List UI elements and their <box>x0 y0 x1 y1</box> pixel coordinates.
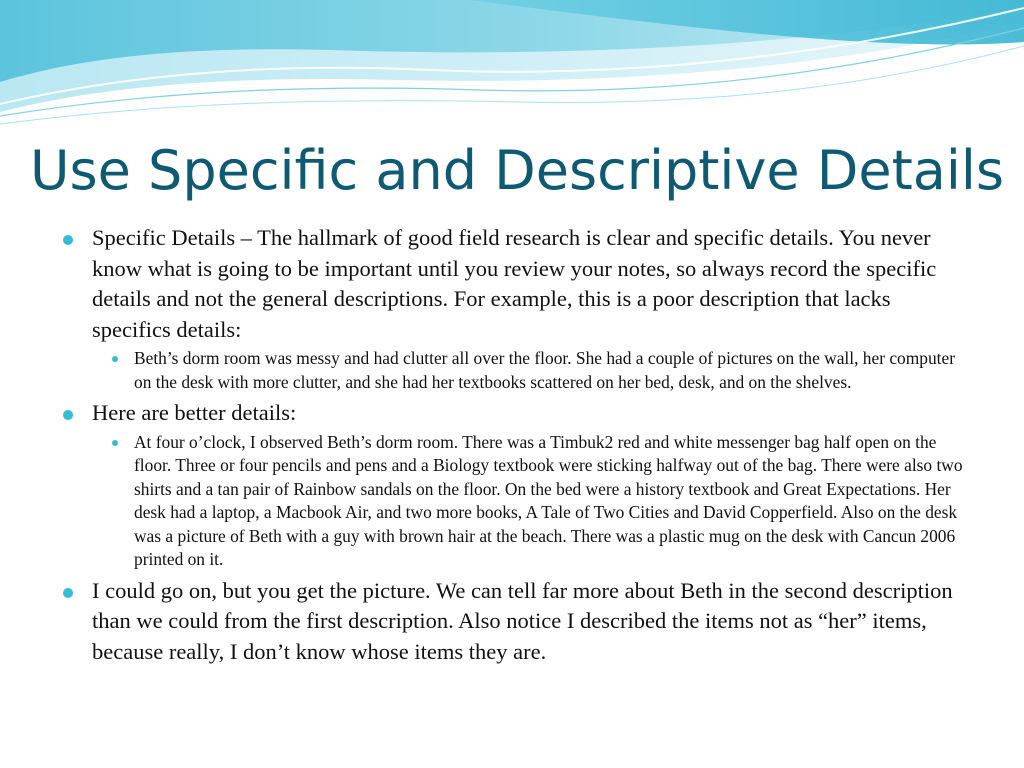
bullet-text: Here are better details: <box>92 400 297 425</box>
sub-bullet-list <box>92 431 970 572</box>
sub-bullet-text: Beth’s dorm room was messy and had clutter all over the floor. She had a couple of pictures on the wall, her computer on the desk with more clutter, and she had her textbooks scattered on her bed, desk, and on the shelves. <box>134 348 956 392</box>
sub-bullet-better-description <box>92 431 970 572</box>
bullet-conclusion <box>60 576 970 668</box>
bullet-text: I could go on, but you get the picture. We can tell far more about Beth in the second description than we could from the first description. Also notice I described the items not as “her” items, because really, I don’t know whose items they are. <box>92 577 953 664</box>
sub-bullet-dot-icon <box>112 440 118 446</box>
slide-title: Use Specific and Descriptive Details <box>30 139 1004 202</box>
sub-bullet-text: At four o’clock, I observed Beth’s dorm room. There was a Timbuk2 red and white messenger bag half open on the floor. Three or four pencils and pens and a Biology textbook were sticking halfway out of the bag. There were also two shirts and a tan pair of Rainbow sandals on the floor. On the bed were a history textbook and Great Expectations. Her desk had a laptop, a Macbook Air, and two more books, A Tale of Two Cities and David Copperfield. Also on the desk was a picture of Beth with a guy with brown hair at the beach. There was a plastic mug on the desk with Cancun 2006 printed on it. <box>134 431 963 569</box>
sub-bullet-dot-icon <box>112 356 118 362</box>
bullet-better-details <box>60 398 970 572</box>
bullet-dot-icon <box>63 410 73 420</box>
bullet-text: Specific Details – The hallmark of good field research is clear and specific details. You never know what is going to be important until you review your notes, so always record the specific details and not the general descriptions. For example, this is a poor description that lacks specifics details: <box>92 225 937 342</box>
bullet-specific-details <box>60 223 970 394</box>
sub-bullet-list <box>92 347 970 394</box>
sub-bullet-poor-description <box>92 347 970 394</box>
slide-body <box>60 223 970 667</box>
header-wave-decoration <box>0 0 1024 130</box>
bullet-dot-icon <box>63 588 73 598</box>
bullet-dot-icon <box>63 235 73 245</box>
